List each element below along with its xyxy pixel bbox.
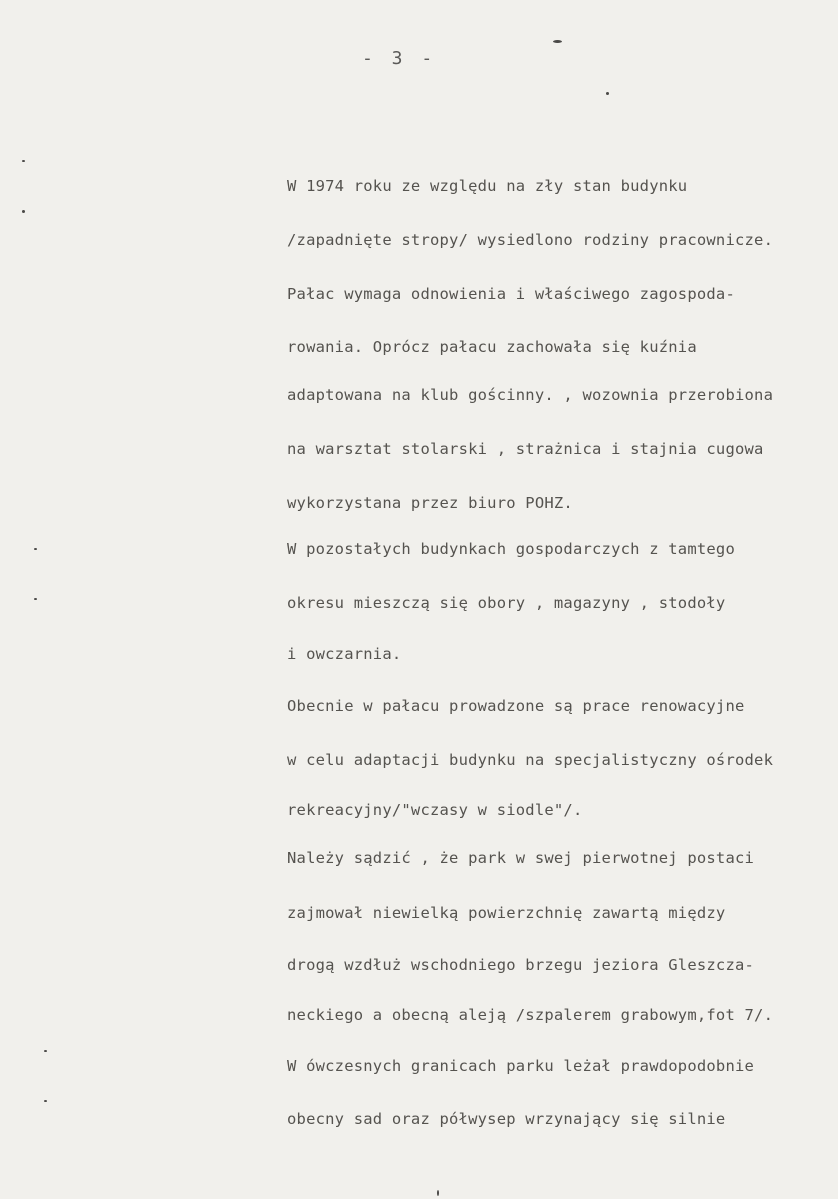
text-line: drogą wzdłuż wschodniego brzegu jeziora Gleszcza-	[287, 956, 755, 974]
text-line: Pałac wymaga odnowienia i właściwego zagospoda-	[287, 285, 735, 303]
paper-speck	[437, 1190, 439, 1196]
text-line: i owczarnia.	[287, 645, 402, 663]
paper-speck	[34, 548, 37, 550]
text-line: w celu adaptacji budynku na specjalistyczny ośrodek	[287, 751, 774, 769]
paper-speck	[606, 92, 609, 95]
paper-speck	[553, 40, 562, 43]
text-line: adaptowana na klub gościnny. , wozownia przerobiona	[287, 386, 774, 404]
paper-speck	[44, 1050, 47, 1052]
text-line: na warsztat stolarski , strażnica i stajnia cugowa	[287, 440, 764, 458]
text-line: obecny sad oraz półwysep wrzynający się silnie	[287, 1110, 726, 1128]
page-number: - 3 -	[362, 48, 437, 69]
text-line: Obecnie w pałacu prowadzone są prace renowacyjne	[287, 697, 745, 715]
text-line: rowania. Oprócz pałacu zachowała się kuźnia	[287, 338, 697, 356]
paper-speck	[22, 160, 25, 162]
paper-speck	[22, 210, 25, 213]
text-line: zajmował niewielką powierzchnię zawartą między	[287, 904, 726, 922]
text-line: neckiego a obecną aleją /szpalerem grabowym,fot 7/.	[287, 1006, 774, 1024]
text-line: Należy sądzić , że park w swej pierwotnej postaci	[287, 849, 755, 867]
text-line: wykorzystana przez biuro POHZ.	[287, 494, 573, 512]
paper-speck	[44, 1100, 47, 1102]
text-line: /zapadnięte stropy/ wysiedlono rodziny pracownicze.	[287, 231, 774, 249]
text-line: okresu mieszczą się obory , magazyny , stodoły	[287, 594, 726, 612]
text-line: W pozostałych budynkach gospodarczych z tamtego	[287, 540, 735, 558]
text-line: W 1974 roku ze względu na zły stan budynku	[287, 177, 688, 195]
text-line: rekreacyjny/"wczasy w siodle"/.	[287, 801, 583, 819]
text-line: W ówczesnych granicach parku leżał prawdopodobnie	[287, 1057, 755, 1075]
paper-speck	[34, 598, 37, 600]
